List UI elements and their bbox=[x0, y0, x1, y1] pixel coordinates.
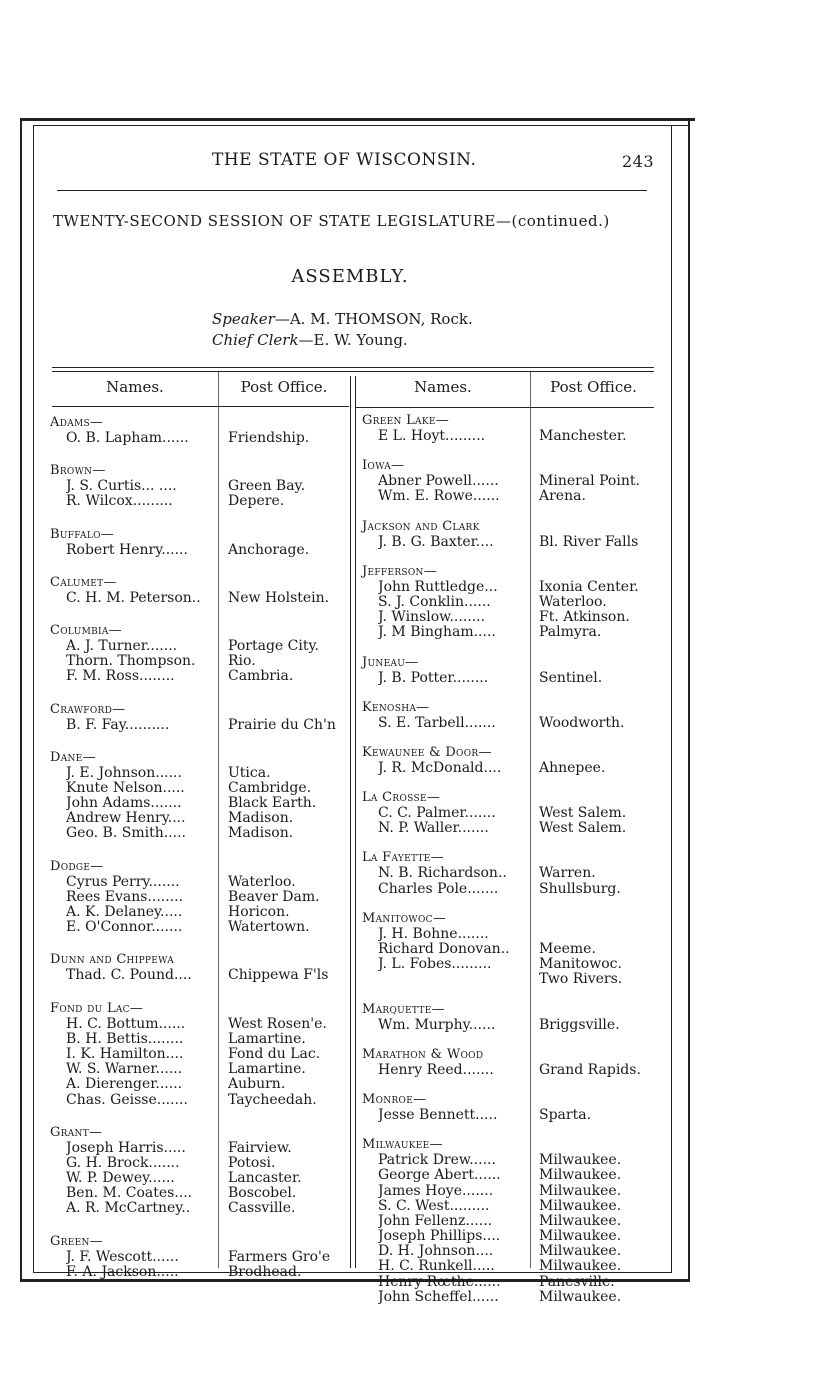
outer-border-left bbox=[20, 118, 22, 1281]
member-name: Thad. C. Pound.... bbox=[66, 968, 192, 984]
member-name: Ben. M. Coates.... bbox=[66, 1186, 193, 1202]
member-row bbox=[362, 625, 662, 640]
post-office: Waterloo. bbox=[539, 594, 607, 610]
post-office: Beaver Dam. bbox=[228, 889, 320, 905]
member-row bbox=[362, 1275, 662, 1290]
member-row bbox=[50, 890, 348, 905]
member-row bbox=[362, 1199, 662, 1214]
county-group bbox=[50, 702, 348, 733]
member-row bbox=[362, 429, 662, 444]
member-row bbox=[362, 535, 662, 550]
post-office: Friendship. bbox=[228, 431, 310, 446]
county-group bbox=[50, 415, 348, 446]
post-office: Milwaukee. bbox=[539, 1289, 622, 1305]
member-name: J. R. McDonald.... bbox=[378, 760, 502, 776]
member-row bbox=[50, 968, 348, 983]
member-name: Joseph Harris..... bbox=[66, 1140, 186, 1156]
left-names-heading: Names. bbox=[106, 378, 164, 396]
member-row bbox=[362, 716, 662, 731]
post-office: Two Rivers. bbox=[539, 972, 623, 988]
post-office: Utica. bbox=[228, 765, 271, 781]
member-row bbox=[362, 671, 662, 686]
post-office: Lamartine. bbox=[228, 1062, 306, 1078]
member-name: B. F. Fay.......... bbox=[66, 717, 170, 733]
county-group bbox=[362, 519, 662, 550]
member-row bbox=[362, 1214, 662, 1229]
outer-border-top bbox=[20, 118, 695, 121]
member-row bbox=[50, 1141, 348, 1156]
member-row bbox=[362, 882, 662, 897]
member-name: Wm. Murphy...... bbox=[378, 1017, 496, 1033]
member-name: Wm. E. Rowe...... bbox=[378, 489, 500, 505]
member-row bbox=[50, 654, 348, 669]
member-name: H. C. Bottum...... bbox=[66, 1016, 186, 1032]
member-row bbox=[362, 957, 662, 972]
county-heading: Monroe— bbox=[362, 1091, 427, 1107]
post-office: West Salem. bbox=[539, 821, 627, 837]
member-name: W. P. Dewey...... bbox=[66, 1171, 175, 1187]
member-name: Charles Pole....... bbox=[378, 881, 499, 897]
member-name: J. H. Bohne....... bbox=[378, 926, 489, 942]
member-name: George Abert...... bbox=[378, 1168, 501, 1184]
county-group bbox=[362, 790, 662, 836]
post-office: Portage City. bbox=[228, 638, 319, 654]
member-row bbox=[50, 1250, 348, 1265]
speaker-line bbox=[212, 310, 473, 328]
member-name: Henry Rœthe...... bbox=[378, 1274, 501, 1290]
post-office: Depere. bbox=[228, 494, 285, 510]
member-name: Knute Nelson..... bbox=[66, 780, 185, 796]
county-heading: Crawford— bbox=[50, 701, 126, 717]
member-name: Geo. B. Smith..... bbox=[66, 826, 186, 842]
post-office: Manitowoc. bbox=[539, 957, 622, 973]
left-po-heading: Post Office. bbox=[240, 378, 328, 396]
clerk-value: —E. W. Young. bbox=[298, 331, 408, 349]
member-name: J. B. G. Baxter.... bbox=[378, 534, 494, 550]
post-office: Sentinel. bbox=[539, 670, 603, 686]
county-group bbox=[362, 413, 662, 444]
member-row bbox=[50, 1017, 348, 1032]
table-rule-top-1 bbox=[52, 367, 654, 368]
county-heading: Green— bbox=[50, 1233, 103, 1249]
member-row bbox=[50, 639, 348, 654]
county-heading: Marquette— bbox=[362, 1001, 445, 1017]
speaker-role: Speaker bbox=[212, 310, 275, 328]
county-group bbox=[362, 655, 662, 686]
member-row bbox=[50, 1077, 348, 1092]
member-row bbox=[50, 1265, 348, 1280]
member-row bbox=[362, 1290, 662, 1305]
post-office: Ixonia Center. bbox=[539, 579, 639, 595]
member-row bbox=[50, 1062, 348, 1077]
member-name: Henry Reed....... bbox=[378, 1062, 494, 1078]
post-office: Cassville. bbox=[228, 1201, 296, 1217]
member-name: F. A. Jackson..... bbox=[66, 1264, 179, 1280]
post-office: Grand Rapids. bbox=[539, 1062, 641, 1078]
post-office: Bl. River Falls bbox=[539, 534, 639, 550]
member-row bbox=[362, 474, 662, 489]
member-row bbox=[362, 610, 662, 625]
member-row bbox=[50, 1093, 348, 1108]
county-heading: Buffalo— bbox=[50, 526, 115, 542]
county-heading: Calumet— bbox=[50, 574, 117, 590]
member-row bbox=[362, 806, 662, 821]
member-row bbox=[50, 781, 348, 796]
member-row bbox=[362, 1018, 662, 1033]
clerk-line bbox=[212, 331, 408, 349]
county-group bbox=[50, 1125, 348, 1217]
county-group bbox=[50, 575, 348, 606]
post-office: Cambridge. bbox=[228, 780, 312, 796]
county-heading: Dodge— bbox=[50, 858, 104, 874]
post-office: West Rosen'e. bbox=[228, 1016, 327, 1032]
post-office: West Salem. bbox=[539, 806, 627, 822]
member-name: B. H. Bettis........ bbox=[66, 1031, 184, 1047]
session-title: TWENTY-SECOND SESSION OF STATE LEGISLATURE—(continued.) bbox=[53, 212, 610, 230]
county-heading: Jefferson— bbox=[362, 563, 438, 579]
post-office: Milwaukee. bbox=[539, 1183, 622, 1199]
member-name: H. C. Runkell..... bbox=[378, 1259, 495, 1275]
county-heading: Fond du Lac— bbox=[50, 1000, 144, 1016]
county-heading: Grant— bbox=[50, 1124, 103, 1140]
post-office: Milwaukee. bbox=[539, 1213, 622, 1229]
member-row bbox=[362, 1063, 662, 1078]
divider-center-2 bbox=[355, 376, 356, 1268]
post-office: Milwaukee. bbox=[539, 1259, 622, 1275]
speaker-value: —A. M. THOMSON, Rock. bbox=[274, 310, 473, 328]
post-office: Madison. bbox=[228, 811, 294, 827]
member-name: Robert Henry...... bbox=[66, 542, 188, 558]
county-group bbox=[362, 1002, 662, 1033]
running-head: THE STATE OF WISCONSIN. bbox=[212, 150, 477, 170]
heading-rule-left bbox=[52, 406, 349, 407]
post-office: Milwaukee. bbox=[539, 1198, 622, 1214]
county-heading: Marathon & Wood bbox=[362, 1046, 484, 1062]
member-row bbox=[362, 1153, 662, 1168]
outer-border-right bbox=[688, 118, 690, 1281]
member-name: F. M. Ross........ bbox=[66, 669, 175, 685]
member-row bbox=[50, 875, 348, 890]
member-name: Thorn. Thompson. bbox=[66, 654, 196, 670]
member-row bbox=[362, 489, 662, 504]
county-group bbox=[362, 700, 662, 731]
member-row bbox=[50, 1201, 348, 1216]
member-name: A. R. McCartney.. bbox=[66, 1201, 191, 1217]
post-office: Palmyra. bbox=[539, 625, 602, 641]
post-office: Sparta. bbox=[539, 1107, 592, 1123]
member-name: R. Wilcox......... bbox=[66, 494, 173, 510]
member-row bbox=[50, 1171, 348, 1186]
member-name: John Adams....... bbox=[66, 796, 182, 812]
county-group bbox=[362, 850, 662, 896]
post-office: Black Earth. bbox=[228, 796, 317, 812]
county-group bbox=[362, 1092, 662, 1123]
member-name: A. K. Delaney..... bbox=[66, 905, 183, 920]
member-row bbox=[50, 479, 348, 494]
post-office: New Holstein. bbox=[228, 590, 330, 606]
member-name: John Fellenz...... bbox=[378, 1213, 493, 1229]
post-office: Ahnepee. bbox=[539, 760, 606, 776]
member-name: J. Winslow........ bbox=[378, 610, 486, 626]
county-heading: Jackson and Clark bbox=[362, 518, 480, 534]
left-column bbox=[50, 415, 348, 1297]
clerk-role: Chief Clerk bbox=[212, 331, 299, 349]
divider-center-1 bbox=[350, 376, 351, 1268]
inner-border-left bbox=[33, 125, 34, 1273]
county-heading: Manitowoc— bbox=[362, 910, 447, 926]
member-row bbox=[50, 1186, 348, 1201]
member-name: John Ruttledge... bbox=[378, 579, 498, 595]
member-row bbox=[362, 595, 662, 610]
table-rule-top-2 bbox=[52, 371, 654, 372]
member-name: S. E. Tarbell....... bbox=[378, 715, 496, 731]
county-group bbox=[50, 750, 348, 842]
member-row bbox=[362, 942, 662, 957]
member-name: S. J. Conklin...... bbox=[378, 594, 491, 610]
member-row bbox=[50, 905, 348, 920]
member-row bbox=[362, 1244, 662, 1259]
inner-border-right bbox=[671, 125, 672, 1273]
county-group bbox=[362, 911, 662, 988]
member-row bbox=[50, 920, 348, 935]
right-column bbox=[362, 413, 662, 1319]
post-office: Fairview. bbox=[228, 1140, 292, 1156]
right-names-heading: Names. bbox=[414, 378, 472, 396]
county-heading: Dane— bbox=[50, 749, 96, 765]
member-name: Jesse Bennett..... bbox=[378, 1107, 498, 1123]
county-group bbox=[362, 745, 662, 776]
post-office: Brodhead. bbox=[228, 1264, 302, 1280]
post-office: Taycheedah. bbox=[228, 1092, 317, 1108]
county-group bbox=[50, 1001, 348, 1108]
post-office: Arena. bbox=[539, 489, 586, 505]
member-name: Andrew Henry.... bbox=[66, 811, 186, 827]
member-row bbox=[362, 866, 662, 881]
county-heading: Kenosha— bbox=[362, 699, 430, 715]
member-row bbox=[362, 821, 662, 836]
chamber-title: ASSEMBLY. bbox=[291, 266, 409, 287]
member-row bbox=[50, 826, 348, 841]
member-name: James Hoye....... bbox=[378, 1183, 494, 1199]
member-name: J. S. Curtis... .... bbox=[66, 479, 177, 495]
post-office: Ft. Atkinson. bbox=[539, 610, 630, 626]
county-heading: Green Lake— bbox=[362, 413, 450, 428]
post-office: Milwaukee. bbox=[539, 1229, 622, 1245]
member-name: Rees Evans........ bbox=[66, 889, 184, 905]
post-office: Horicon. bbox=[228, 905, 290, 920]
member-row bbox=[50, 591, 348, 606]
page-number: 243 bbox=[622, 152, 655, 171]
county-group bbox=[50, 952, 348, 983]
member-name: Joseph Phillips.... bbox=[378, 1229, 501, 1245]
member-row bbox=[50, 796, 348, 811]
county-group bbox=[362, 1047, 662, 1078]
post-office: Madison. bbox=[228, 826, 294, 842]
post-office: Auburn. bbox=[228, 1077, 286, 1093]
member-name: N. P. Waller....... bbox=[378, 821, 489, 837]
member-name: S. C. West......... bbox=[378, 1198, 490, 1214]
post-office: Cambria. bbox=[228, 669, 294, 685]
county-heading: Dunn and Chippewa bbox=[50, 952, 175, 968]
post-office: Milwaukee. bbox=[539, 1244, 622, 1260]
county-heading: Milwaukee— bbox=[362, 1137, 443, 1153]
member-name: J. L. Fobes......... bbox=[378, 957, 492, 973]
post-office: Panesville. bbox=[539, 1274, 615, 1290]
member-row bbox=[362, 1184, 662, 1199]
county-group bbox=[50, 527, 348, 558]
member-name: Cyrus Perry....... bbox=[66, 874, 180, 890]
county-group bbox=[362, 458, 662, 504]
county-heading: Iowa— bbox=[362, 458, 405, 474]
member-name: E L. Hoyt......... bbox=[378, 429, 486, 444]
member-name: J. E. Johnson...... bbox=[66, 765, 182, 781]
county-heading: Brown— bbox=[50, 463, 106, 479]
post-office: Lancaster. bbox=[228, 1171, 302, 1187]
member-name: John Scheffel...... bbox=[378, 1289, 499, 1305]
county-heading: Adams— bbox=[50, 415, 104, 430]
heading-rule-right bbox=[356, 407, 654, 408]
member-row bbox=[50, 1032, 348, 1047]
county-heading: La Crosse— bbox=[362, 790, 441, 806]
member-row bbox=[50, 1156, 348, 1171]
member-row bbox=[362, 972, 662, 987]
post-office: Milwaukee. bbox=[539, 1153, 622, 1169]
post-office: Mineral Point. bbox=[539, 474, 640, 490]
post-office: Manchester. bbox=[539, 429, 627, 444]
member-row bbox=[362, 580, 662, 595]
member-row bbox=[50, 494, 348, 509]
post-office: Waterloo. bbox=[228, 874, 296, 890]
member-name: W. S. Warner...... bbox=[66, 1062, 183, 1078]
member-row bbox=[50, 669, 348, 684]
member-name: Abner Powell...... bbox=[378, 474, 499, 490]
member-row bbox=[362, 927, 662, 942]
member-name: I. K. Hamilton.... bbox=[66, 1046, 184, 1062]
post-office: Fond du Lac. bbox=[228, 1046, 321, 1062]
member-name: O. B. Lapham...... bbox=[66, 431, 189, 446]
member-row bbox=[362, 761, 662, 776]
county-group bbox=[50, 623, 348, 685]
member-name: J. M Bingham..... bbox=[378, 625, 496, 641]
member-name: D. H. Johnson.... bbox=[378, 1244, 494, 1260]
member-name: N. B. Richardson.. bbox=[378, 866, 507, 882]
member-name: C. C. Palmer....... bbox=[378, 806, 496, 822]
member-row bbox=[50, 431, 348, 446]
member-name: J. F. Wescott...... bbox=[66, 1249, 179, 1265]
county-group bbox=[50, 859, 348, 936]
right-po-heading: Post Office. bbox=[550, 378, 637, 396]
member-name: A. J. Turner....... bbox=[66, 638, 178, 654]
post-office: Rio. bbox=[228, 654, 256, 670]
member-name: C. H. M. Peterson.. bbox=[66, 590, 201, 606]
post-office: Anchorage. bbox=[228, 542, 310, 558]
member-name: Patrick Drew...... bbox=[378, 1153, 496, 1169]
member-row bbox=[50, 766, 348, 781]
member-row bbox=[50, 1047, 348, 1062]
member-name: E. O'Connor....... bbox=[66, 920, 183, 936]
post-office: Warren. bbox=[539, 866, 596, 882]
member-name: J. B. Potter........ bbox=[378, 670, 489, 686]
county-heading: Juneau— bbox=[362, 654, 419, 670]
member-name: A. Dierenger...... bbox=[66, 1077, 183, 1093]
county-heading: La Fayette— bbox=[362, 850, 444, 866]
member-name: Chas. Geisse....... bbox=[66, 1092, 188, 1108]
member-row bbox=[362, 1229, 662, 1244]
county-heading: Columbia— bbox=[50, 622, 122, 638]
member-name: G. H. Brock....... bbox=[66, 1155, 180, 1171]
member-row bbox=[362, 1168, 662, 1183]
post-office: Milwaukee. bbox=[539, 1168, 622, 1184]
post-office: Shullsburg. bbox=[539, 881, 621, 897]
post-office: Prairie du Ch'n bbox=[228, 717, 336, 733]
county-group bbox=[50, 463, 348, 509]
member-row bbox=[50, 543, 348, 558]
post-office: Potosi. bbox=[228, 1155, 276, 1171]
post-office: Chippewa F'ls bbox=[228, 968, 329, 984]
head-rule bbox=[57, 190, 647, 191]
post-office: Farmers Gro'e bbox=[228, 1249, 331, 1265]
post-office: Briggsville. bbox=[539, 1017, 620, 1033]
post-office: Woodworth. bbox=[539, 715, 625, 731]
inner-border-top bbox=[33, 125, 690, 126]
member-row bbox=[362, 1259, 662, 1274]
county-heading: Kewaunee & Door— bbox=[362, 744, 492, 760]
member-name: Richard Donovan.. bbox=[378, 942, 510, 957]
county-group bbox=[362, 564, 662, 641]
member-row bbox=[50, 811, 348, 826]
post-office: Meeme. bbox=[539, 942, 596, 957]
post-office: Lamartine. bbox=[228, 1031, 306, 1047]
post-office: Watertown. bbox=[228, 920, 310, 936]
post-office: Boscobel. bbox=[228, 1186, 297, 1202]
county-group bbox=[362, 1137, 662, 1305]
county-group bbox=[50, 1234, 348, 1280]
post-office: Green Bay. bbox=[228, 479, 306, 495]
member-row bbox=[50, 718, 348, 733]
member-row bbox=[362, 1108, 662, 1123]
